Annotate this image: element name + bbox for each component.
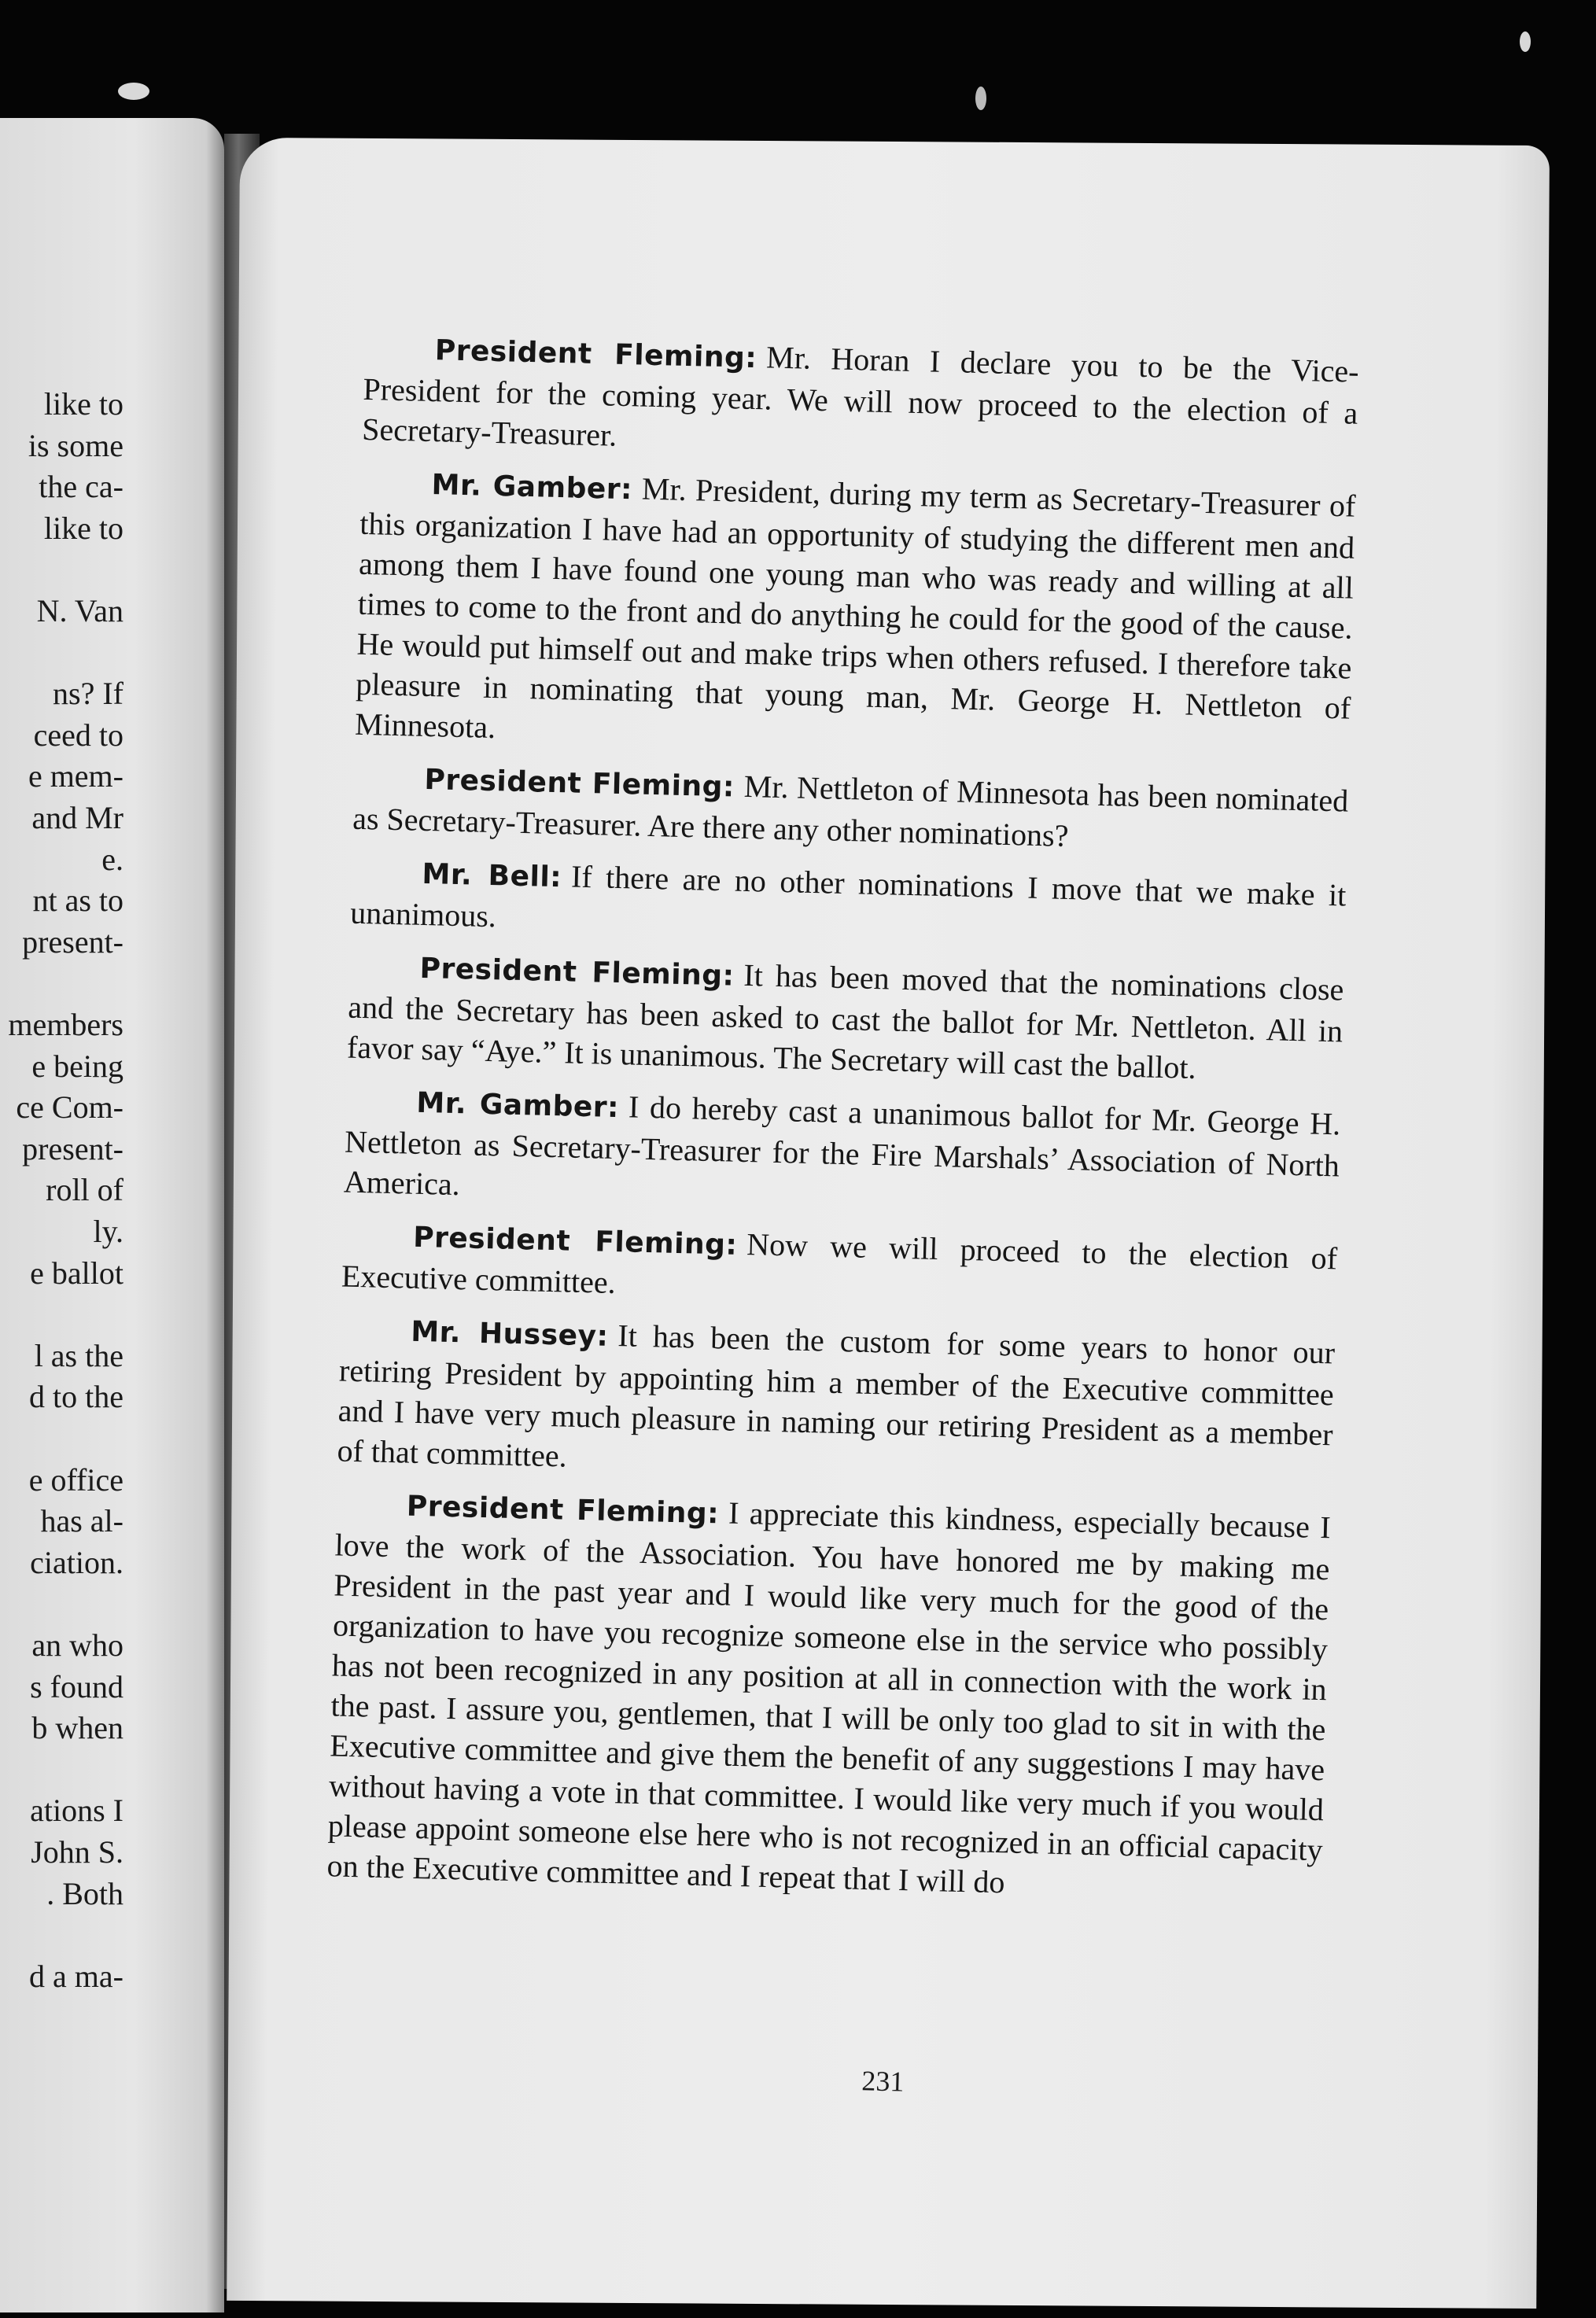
left-page-line: ciation. xyxy=(30,1544,123,1580)
transcript-paragraph xyxy=(362,327,1359,474)
left-page-line: e. xyxy=(101,841,123,877)
left-page-line: an who xyxy=(31,1627,123,1663)
scan-speck xyxy=(1520,31,1531,52)
left-page-line: ly. xyxy=(93,1214,123,1249)
transcript-paragraph xyxy=(350,851,1347,957)
transcript-paragraph xyxy=(347,945,1344,1092)
left-page-line: l as the xyxy=(34,1337,123,1373)
left-page-line: e ballot xyxy=(30,1255,123,1291)
scan-speck xyxy=(118,83,149,100)
transcript-paragraph xyxy=(352,757,1349,863)
left-page-line: ns? If xyxy=(53,676,123,712)
left-page-line: ceed to xyxy=(33,717,123,753)
right-page xyxy=(227,138,1550,2309)
left-page-line: b when xyxy=(31,1710,123,1746)
speech-text: I do hereby cast a unanimous ballot for Mr. George H. Nettleton as Secretary-Treasurer for the Fire Marshals’ Association of North America. xyxy=(343,1089,1341,1203)
speaker-name: President Fleming: xyxy=(419,952,735,993)
left-page-line: ations I xyxy=(30,1793,123,1829)
left-page-line: e mem- xyxy=(28,758,123,794)
left-page-line: is some xyxy=(28,427,123,463)
speech-text: It has been moved that the nominations close and the Secretary has been asked to cast the ballot for Mr. Nettleton. All in favor say “Aye.” It is unanimous. The Secretary will cast the ballot. xyxy=(346,956,1344,1085)
speaker-name: Mr. Gamber: xyxy=(415,1086,620,1125)
transcript-paragraph xyxy=(326,1483,1331,1910)
speaker-name: Mr. Bell: xyxy=(422,857,562,894)
speaker-name: President Fleming: xyxy=(406,1490,720,1531)
speech-text: Mr. President, during my term as Secretary-Treasurer of this organization I have had an opportunity of studying the different men and among them I have found one young man who was ready and willing at all times to come to the front and do anything he could for the good of the cause. He would put himself out and make trips when others refused. I therefore take pleasure in nominating that young man, Mr. George H. Nettleton of Minnesota. xyxy=(354,470,1356,746)
left-page-line: roll of xyxy=(46,1172,123,1208)
left-page-line: . Both xyxy=(46,1875,123,1911)
speaker-name: Mr. Hussey: xyxy=(410,1315,609,1353)
transcript-paragraph xyxy=(343,1080,1340,1226)
left-page-line: ce Com- xyxy=(16,1089,123,1126)
left-page-line: and Mr xyxy=(31,800,123,835)
transcript-body xyxy=(326,327,1359,1922)
scan-speck xyxy=(975,87,986,110)
left-page-line: e being xyxy=(31,1048,123,1084)
left-page-line: e office xyxy=(28,1461,123,1498)
left-page-line: members xyxy=(8,1007,123,1042)
speaker-name: Mr. Gamber: xyxy=(431,469,633,507)
speaker-name: President Fleming: xyxy=(424,763,735,804)
left-page-line: the ca- xyxy=(39,469,123,505)
transcript-paragraph xyxy=(337,1309,1336,1495)
left-page-line: present- xyxy=(22,923,123,960)
speaker-name: President Fleming: xyxy=(434,334,757,375)
left-page-line: s found xyxy=(30,1668,123,1704)
left-page-line: like to xyxy=(43,510,123,546)
speaker-name: President Fleming: xyxy=(412,1221,738,1262)
left-page-fragment xyxy=(0,118,224,2312)
left-page-line: nt as to xyxy=(32,883,123,919)
left-page-line: N. Van xyxy=(36,593,123,628)
speech-text: If there are no other nominations I move that we make it unanimous. xyxy=(349,858,1347,934)
left-page-line: has al- xyxy=(40,1503,123,1539)
transcript-paragraph xyxy=(355,462,1356,768)
speech-text: Mr. Nettleton of Minnesota has been nominated as Secretary-Treasurer. Are there any other nominations? xyxy=(352,768,1349,853)
speech-text: Mr. Horan I declare you to be the Vice-President for the coming year. We will now proceed to the election of a Secretary-Treasurer. xyxy=(361,339,1360,453)
page-number: 231 xyxy=(861,2065,905,2098)
left-page-line: like to xyxy=(43,386,123,422)
left-page-line: John S. xyxy=(31,1834,123,1870)
left-page-line: d to the xyxy=(29,1379,123,1415)
left-page-line: d a ma- xyxy=(29,1958,123,1994)
speech-text: It has been the custom for some years to honor our retiring President by appointing him a member of the Executive committee and I have very much pleasure in naming our retiring President as a member of that committee. xyxy=(337,1317,1336,1474)
left-page-line: present- xyxy=(22,1130,123,1166)
speech-text: Now we will proceed to the election of Executive committee. xyxy=(341,1226,1338,1301)
speech-text: I appreciate this kindness, especially because I love the work of the Association. You have honored me by making me President in the past year and I would like very much for the good of the organization to have you recognize someone else in the service who possibly has not been recognized in any position at all in connection with the work in the past. I assure you, gentlemen, that I will be only too glad to sit in with the Executive committee and give them the benefit of any suggestions I may have without having a vote in that committee. I would like very much if you would please appoint someone else here who is not recognized in an official capacity on the Executive committee and I repeat that I will do xyxy=(326,1494,1332,1900)
transcript-paragraph xyxy=(341,1214,1337,1321)
